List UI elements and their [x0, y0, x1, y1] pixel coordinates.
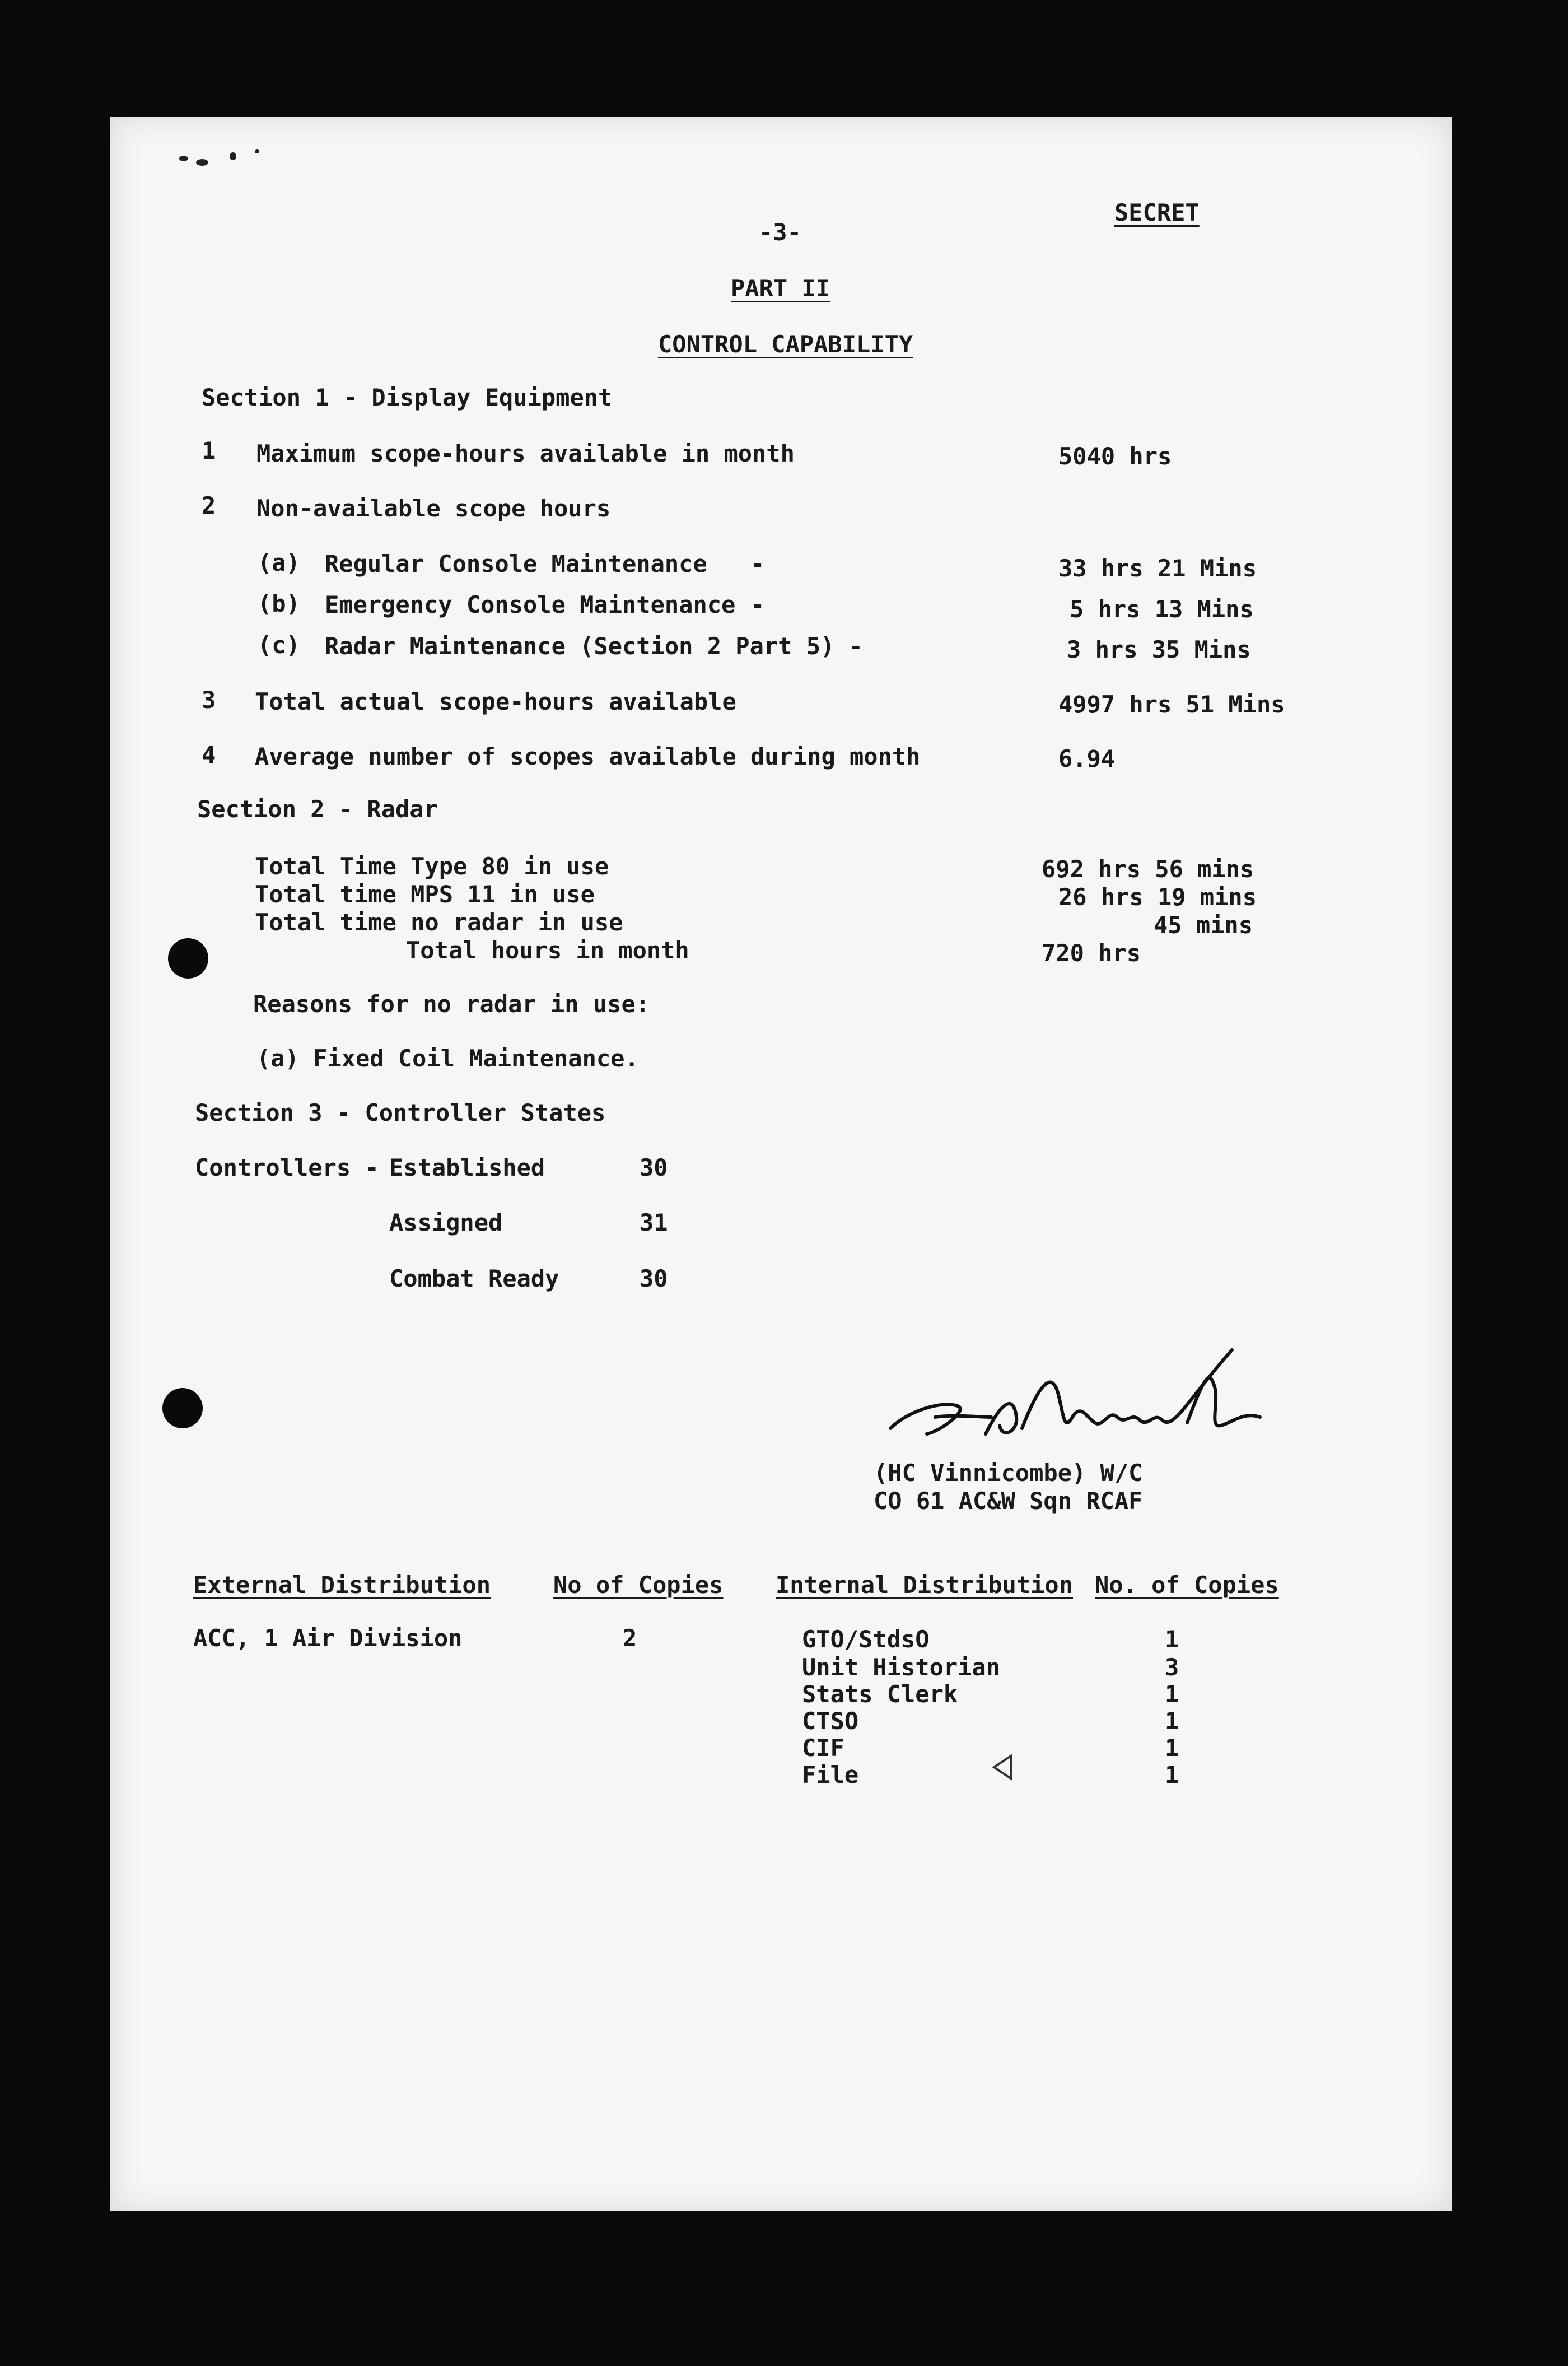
combat-ready-label: Combat Ready	[389, 1265, 559, 1292]
item3-value: 4997 hrs 51 Mins	[1058, 691, 1285, 718]
item1-label: Maximum scope-hours available in month	[256, 440, 795, 467]
radar-row-mps11-label: Total time MPS 11 in use	[255, 881, 595, 908]
sub-c-key: (c)	[258, 631, 300, 659]
radar-row-mps11-value: 26 hrs 19 mins	[1058, 883, 1257, 911]
reasons-heading: Reasons for no radar in use:	[253, 990, 650, 1018]
item4-value: 6.94	[1058, 745, 1116, 772]
internal-recipient-copies: 1	[1165, 1734, 1179, 1762]
section1-heading: Section 1 - Display Equipment	[202, 384, 613, 411]
assigned-label: Assigned	[389, 1209, 503, 1236]
established-value: 30	[640, 1154, 668, 1181]
item3-label: Total actual scope-hours available	[255, 688, 736, 715]
signatory-name: (HC Vinnicombe) W/C	[874, 1459, 1143, 1487]
handwritten-signature	[874, 1333, 1277, 1468]
radar-row-noradar-label: Total time no radar in use	[255, 909, 623, 936]
section2-heading: Section 2 - Radar	[197, 795, 438, 823]
classification-marking: SECRET	[1114, 199, 1200, 226]
radar-row-noradar-value: 45 mins	[1154, 911, 1253, 939]
reason-a: (a) Fixed Coil Maintenance.	[256, 1045, 639, 1072]
internal-recipient-copies: 3	[1165, 1654, 1179, 1681]
radar-row-type80-value: 692 hrs 56 mins	[1042, 855, 1254, 883]
radar-row-type80-label: Total Time Type 80 in use	[255, 853, 609, 880]
internal-recipient-copies: 1	[1165, 1707, 1179, 1735]
sub-c-value: 3 hrs 35 Mins	[1067, 636, 1251, 663]
item1-value: 5040 hrs	[1058, 443, 1172, 470]
ink-speck	[179, 156, 188, 161]
ink-speck	[196, 159, 208, 166]
page-number: -3-	[759, 218, 801, 246]
assigned-value: 31	[640, 1209, 668, 1236]
radar-row-total-value: 720 hrs	[1042, 939, 1141, 967]
external-copies-header: No of Copies	[553, 1571, 724, 1599]
ink-speck	[230, 152, 236, 160]
internal-recipient: Unit Historian	[802, 1654, 1001, 1681]
internal-recipient: CIF	[802, 1734, 844, 1762]
punch-hole-bottom	[162, 1388, 203, 1428]
item4-label: Average number of scopes available during month	[255, 743, 921, 770]
part-heading: PART II	[731, 274, 830, 302]
internal-copies-header: No. of Copies	[1095, 1571, 1279, 1599]
external-distribution-header: External Distribution	[193, 1571, 491, 1599]
sub-b-label: Emergency Console Maintenance	[325, 591, 736, 618]
sub-b-key: (b)	[258, 590, 300, 617]
radar-row-total-label: Total hours in month	[406, 937, 689, 964]
page-title: CONTROL CAPABILITY	[658, 330, 913, 358]
internal-distribution-header: Internal Distribution	[776, 1571, 1074, 1599]
signatory-title: CO 61 AC&W Sqn RCAF	[874, 1487, 1143, 1515]
sub-b-value: 5 hrs 13 Mins	[1070, 595, 1254, 623]
internal-recipient-copies: 1	[1165, 1761, 1179, 1789]
internal-recipient-copies: 1	[1165, 1626, 1179, 1653]
internal-recipient: Stats Clerk	[802, 1680, 958, 1708]
item2-number: 2	[202, 492, 216, 519]
sub-a-key: (a)	[258, 549, 300, 576]
sub-b-dash: -	[750, 591, 765, 618]
stray-ink-mark	[988, 1753, 1016, 1781]
internal-recipient: File	[802, 1761, 859, 1789]
sub-a-value: 33 hrs 21 Mins	[1058, 555, 1257, 582]
item1-number: 1	[202, 437, 216, 464]
item4-number: 4	[202, 741, 216, 769]
sub-a-label: Regular Console Maintenance	[325, 550, 707, 577]
controllers-prefix: Controllers -	[195, 1154, 379, 1181]
combat-ready-value: 30	[640, 1265, 668, 1292]
internal-recipient: GTO/StdsO	[802, 1626, 930, 1653]
internal-recipient-copies: 1	[1165, 1680, 1179, 1708]
sub-a-dash: -	[750, 550, 765, 577]
external-recipient: ACC, 1 Air Division	[193, 1624, 463, 1652]
item3-number: 3	[202, 686, 216, 714]
internal-recipient: CTSO	[802, 1707, 859, 1735]
ink-speck	[255, 149, 259, 153]
sub-c-label: Radar Maintenance (Section 2 Part 5) -	[325, 632, 863, 660]
punch-hole-top	[168, 938, 208, 979]
item2-label: Non-available scope hours	[256, 495, 611, 522]
external-recipient-copies: 2	[623, 1624, 637, 1652]
section3-heading: Section 3 - Controller States	[195, 1099, 606, 1126]
established-label: Established	[389, 1154, 545, 1181]
